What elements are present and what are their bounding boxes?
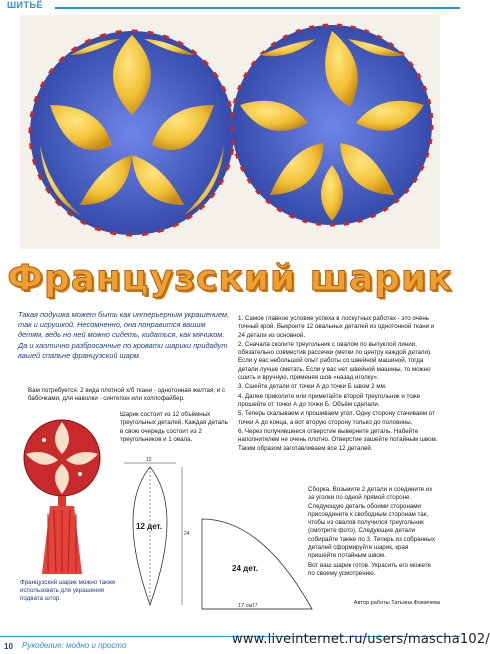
magazine-name: Рукоделие: модно и просто <box>22 641 127 650</box>
pattern-page-ref: 17 см <box>238 603 253 609</box>
step-6: 6. Через получившееся отверстие выверните деталь. Набейте наполнителем не очень плотно. Отверстие зашейте потайным швом. <box>238 427 438 444</box>
intro-text: Такая подушка может быть как интерьерным украшением, так и игрушкой. Несомненно, она понравится вашим детям, ведь но ней можно сидеть, кидаться, как мячиком. Да и хаотично разбросанные по кровати шарики придадут вашей спальне французский шарм. <box>18 310 230 360</box>
page-title: Французский шарик <box>7 258 453 299</box>
materials-text: Вам потребуется: 2 вида плотной х/б ткани - однотонная желтая, и с бабочками, для наволки - синтепон или холлофайбер. <box>28 387 226 403</box>
balls-photo <box>20 15 440 249</box>
step-3: 3. Сшейте детали от точки А до точки Б швом 2 мм. <box>238 383 387 391</box>
photo-caption: Французский шарик можно также использовать для украшения подвата штор. <box>20 579 116 602</box>
parts-text: Шарик состоит из 12 объёмных треугольных деталей. Каждая деталь в свою очередь состоит из 2 треугольников и 1 овала. <box>120 411 228 443</box>
oval-label: 12 дет. <box>136 522 162 531</box>
page-number: 10 <box>4 642 13 651</box>
ball-tassel-photo <box>14 414 118 577</box>
oval-dim-top: 12 <box>146 457 152 463</box>
author: Автор работы Татьяна Фомичева <box>353 600 440 606</box>
triangle-label: 24 дет. <box>232 564 258 573</box>
steps-text <box>238 315 438 455</box>
oval-dim-side: 24 <box>184 531 190 537</box>
assembly-text: Сборка. Возьмите 2 детали и соедините их за уголки по одной прямой стороне. Следующую деталь обоими сторонами присоедините к свободным сторонам так, чтобы из овалов получился треугольник (смотрите фото). Следующие детали собирайте также по 3. Теперь из собранных деталей сформируйте шарик, края пришейте потайным швом. Вот ваш шарик готов. Украсить его можете по своему усмотрению. <box>308 486 435 577</box>
oval-pattern <box>124 463 182 605</box>
sewing-patterns <box>112 459 324 611</box>
step-5: 5. Теперь скалываем и прошиваем угол. Одну сторону стачиваем от точки А до конца, а вот вторую сторону только до половины. <box>238 410 435 426</box>
triangle-dim-base: 17 <box>252 603 258 609</box>
watermark-url: www.liveinternet.ru/users/mascha102/ <box>232 632 490 647</box>
step-2: 2. Сначала сколите треугольник с овалом по выпуклой линии, обязательно совместив рассечки (метки по центру каждой детали). Если у вас небольшой опыт работы со швейной машиной, тогда детали лучше сметать. Если у вас нет швейной машины, то можно сшить и вручную, применяя шов «назад иголку». <box>238 340 432 382</box>
step-7: Таким образом заготавливаем все 12 деталей. <box>238 445 373 453</box>
section-label: ШИТЬЁ <box>7 0 43 10</box>
step-1: 1. Самое главное условие успеха в лоскутных работах - это очень точный крой. Выкроите 12 овальных деталей из однотонной ткани и 24 детали из основной. <box>238 315 435 339</box>
ball-right <box>232 25 432 225</box>
step-4: 4. Далее приколите или приметайте второй треугольник и тоже прошейте от точки А до точки Б. Объём сделали. <box>238 392 421 408</box>
top-bar <box>0 0 460 13</box>
ball-left <box>30 31 234 235</box>
